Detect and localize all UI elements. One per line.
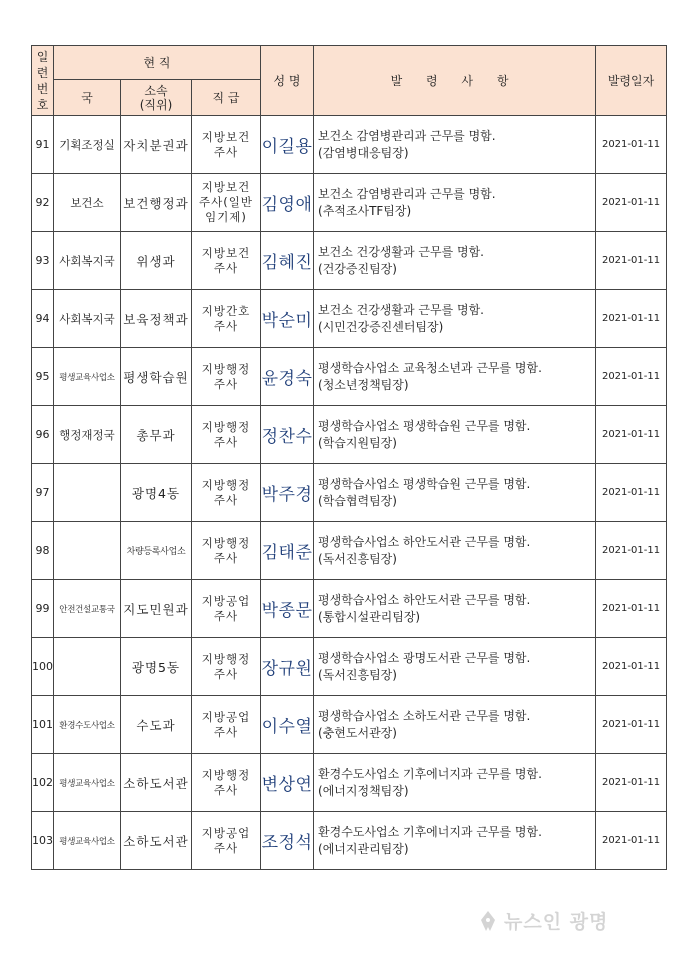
bureau-cell: 안전건설교통국 xyxy=(54,580,121,638)
date-cell: 2021-01-11 xyxy=(596,406,667,464)
table-row xyxy=(32,754,667,812)
serial-number-cell: 92 xyxy=(32,174,54,232)
header-affiliation: 소속 (직위) xyxy=(121,80,192,116)
bureau-cell: 보건소 xyxy=(54,174,121,232)
name-cell: 김혜진 xyxy=(261,232,314,290)
header-name: 성 명 xyxy=(261,46,314,116)
division-cell: 위생과 xyxy=(121,232,192,290)
division-cell: 보육정책과 xyxy=(121,290,192,348)
table-row xyxy=(32,232,667,290)
order-cell: 보건소 감염병관리과 근무를 명함. (추적조사TF팀장) xyxy=(314,174,596,232)
order-cell: 평생학습사업소 광명도서관 근무를 명함. (독서진흥팀장) xyxy=(314,638,596,696)
personnel-order-table xyxy=(31,45,667,870)
bureau-cell: 평생교육사업소 xyxy=(54,754,121,812)
table-row xyxy=(32,696,667,754)
grade-cell: 지방보건 주사 xyxy=(192,232,261,290)
division-cell: 총무과 xyxy=(121,406,192,464)
serial-number-cell: 91 xyxy=(32,116,54,174)
division-cell: 소하도서관 xyxy=(121,812,192,870)
date-cell: 2021-01-11 xyxy=(596,638,667,696)
order-cell: 환경수도사업소 기후에너지과 근무를 명함. (에너지관리팀장) xyxy=(314,812,596,870)
name-cell: 김태준 xyxy=(261,522,314,580)
grade-cell: 지방공업 주사 xyxy=(192,812,261,870)
table-row xyxy=(32,406,667,464)
table-row xyxy=(32,116,667,174)
grade-cell: 지방행정 주사 xyxy=(192,406,261,464)
order-cell: 평생학습사업소 하안도서관 근무를 명함. (통합시설관리팀장) xyxy=(314,580,596,638)
date-cell: 2021-01-11 xyxy=(596,348,667,406)
date-cell: 2021-01-11 xyxy=(596,232,667,290)
division-cell: 수도과 xyxy=(121,696,192,754)
serial-number-cell: 103 xyxy=(32,812,54,870)
division-cell: 자치분권과 xyxy=(121,116,192,174)
name-cell: 박종문 xyxy=(261,580,314,638)
date-cell: 2021-01-11 xyxy=(596,464,667,522)
order-cell: 평생학습사업소 하안도서관 근무를 명함. (독서진흥팀장) xyxy=(314,522,596,580)
bureau-cell xyxy=(54,522,121,580)
watermark-text: 뉴스인 광명 xyxy=(504,911,609,933)
order-cell: 보건소 건강생활과 근무를 명함. (건강증진팀장) xyxy=(314,232,596,290)
date-cell: 2021-01-11 xyxy=(596,696,667,754)
name-cell: 박순미 xyxy=(261,290,314,348)
serial-number-cell: 100 xyxy=(32,638,54,696)
date-cell: 2021-01-11 xyxy=(596,812,667,870)
serial-number-cell: 98 xyxy=(32,522,54,580)
serial-number-cell: 99 xyxy=(32,580,54,638)
grade-cell: 지방행정 주사 xyxy=(192,638,261,696)
name-cell: 이길용 xyxy=(261,116,314,174)
bureau-cell: 행정재정국 xyxy=(54,406,121,464)
grade-cell: 지방간호 주사 xyxy=(192,290,261,348)
division-cell: 지도민원과 xyxy=(121,580,192,638)
division-cell: 평생학습원 xyxy=(121,348,192,406)
division-cell: 광명5동 xyxy=(121,638,192,696)
table-row xyxy=(32,638,667,696)
grade-cell: 지방행정 주사 xyxy=(192,348,261,406)
order-cell: 환경수도사업소 기후에너지과 근무를 명함. (에너지정책팀장) xyxy=(314,754,596,812)
name-cell: 박주경 xyxy=(261,464,314,522)
bureau-cell: 평생교육사업소 xyxy=(54,348,121,406)
header-date: 발령일자 xyxy=(596,46,667,116)
order-cell: 보건소 감염병관리과 근무를 명함. (감염병대응팀장) xyxy=(314,116,596,174)
name-cell: 김영애 xyxy=(261,174,314,232)
order-cell: 평생학습사업소 평생학습원 근무를 명함. (학습지원팀장) xyxy=(314,406,596,464)
name-cell: 윤경숙 xyxy=(261,348,314,406)
grade-cell: 지방행정 주사 xyxy=(192,464,261,522)
division-cell: 보건행정과 xyxy=(121,174,192,232)
watermark xyxy=(478,907,608,934)
order-cell: 평생학습사업소 소하도서관 근무를 명함. (충현도서관장) xyxy=(314,696,596,754)
header-grade: 직 급 xyxy=(192,80,261,116)
table-row xyxy=(32,580,667,638)
division-cell: 소하도서관 xyxy=(121,754,192,812)
grade-cell: 지방행정 주사 xyxy=(192,754,261,812)
serial-number-cell: 94 xyxy=(32,290,54,348)
grade-cell: 지방보건 주사 xyxy=(192,116,261,174)
bureau-cell: 기획조정실 xyxy=(54,116,121,174)
table-row xyxy=(32,174,667,232)
name-cell: 장규원 xyxy=(261,638,314,696)
serial-number-cell: 101 xyxy=(32,696,54,754)
header-current-position: 현 직 xyxy=(54,46,261,80)
bureau-cell: 평생교육사업소 xyxy=(54,812,121,870)
order-cell: 평생학습사업소 교육청소년과 근무를 명함. (청소년정책팀장) xyxy=(314,348,596,406)
name-cell: 조정석 xyxy=(261,812,314,870)
grade-cell: 지방보건 주사(일반 임기제) xyxy=(192,174,261,232)
serial-number-cell: 97 xyxy=(32,464,54,522)
date-cell: 2021-01-11 xyxy=(596,290,667,348)
bureau-cell xyxy=(54,464,121,522)
name-cell: 이수열 xyxy=(261,696,314,754)
header-serial-number: 일련번호 xyxy=(32,46,54,116)
date-cell: 2021-01-11 xyxy=(596,116,667,174)
table-row xyxy=(32,464,667,522)
date-cell: 2021-01-11 xyxy=(596,754,667,812)
date-cell: 2021-01-11 xyxy=(596,580,667,638)
bureau-cell xyxy=(54,638,121,696)
order-cell: 평생학습사업소 평생학습원 근무를 명함. (학습협력팀장) xyxy=(314,464,596,522)
header-bureau: 국 xyxy=(54,80,121,116)
table-row xyxy=(32,348,667,406)
bureau-cell: 사회복지국 xyxy=(54,290,121,348)
grade-cell: 지방행정 주사 xyxy=(192,522,261,580)
serial-number-cell: 96 xyxy=(32,406,54,464)
grade-cell: 지방공업 주사 xyxy=(192,580,261,638)
grade-cell: 지방공업 주사 xyxy=(192,696,261,754)
serial-number-cell: 102 xyxy=(32,754,54,812)
pen-nib-icon xyxy=(478,910,498,932)
name-cell: 정찬수 xyxy=(261,406,314,464)
name-cell: 변상연 xyxy=(261,754,314,812)
division-cell: 차량등록사업소 xyxy=(121,522,192,580)
date-cell: 2021-01-11 xyxy=(596,522,667,580)
table-row xyxy=(32,522,667,580)
serial-number-cell: 95 xyxy=(32,348,54,406)
bureau-cell: 환경수도사업소 xyxy=(54,696,121,754)
bureau-cell: 사회복지국 xyxy=(54,232,121,290)
table-row xyxy=(32,812,667,870)
table-row xyxy=(32,290,667,348)
date-cell: 2021-01-11 xyxy=(596,174,667,232)
header-order: 발 령 사 항 xyxy=(314,46,596,116)
serial-number-cell: 93 xyxy=(32,232,54,290)
order-cell: 보건소 건강생활과 근무를 명함. (시민건강증진센터팀장) xyxy=(314,290,596,348)
division-cell: 광명4동 xyxy=(121,464,192,522)
